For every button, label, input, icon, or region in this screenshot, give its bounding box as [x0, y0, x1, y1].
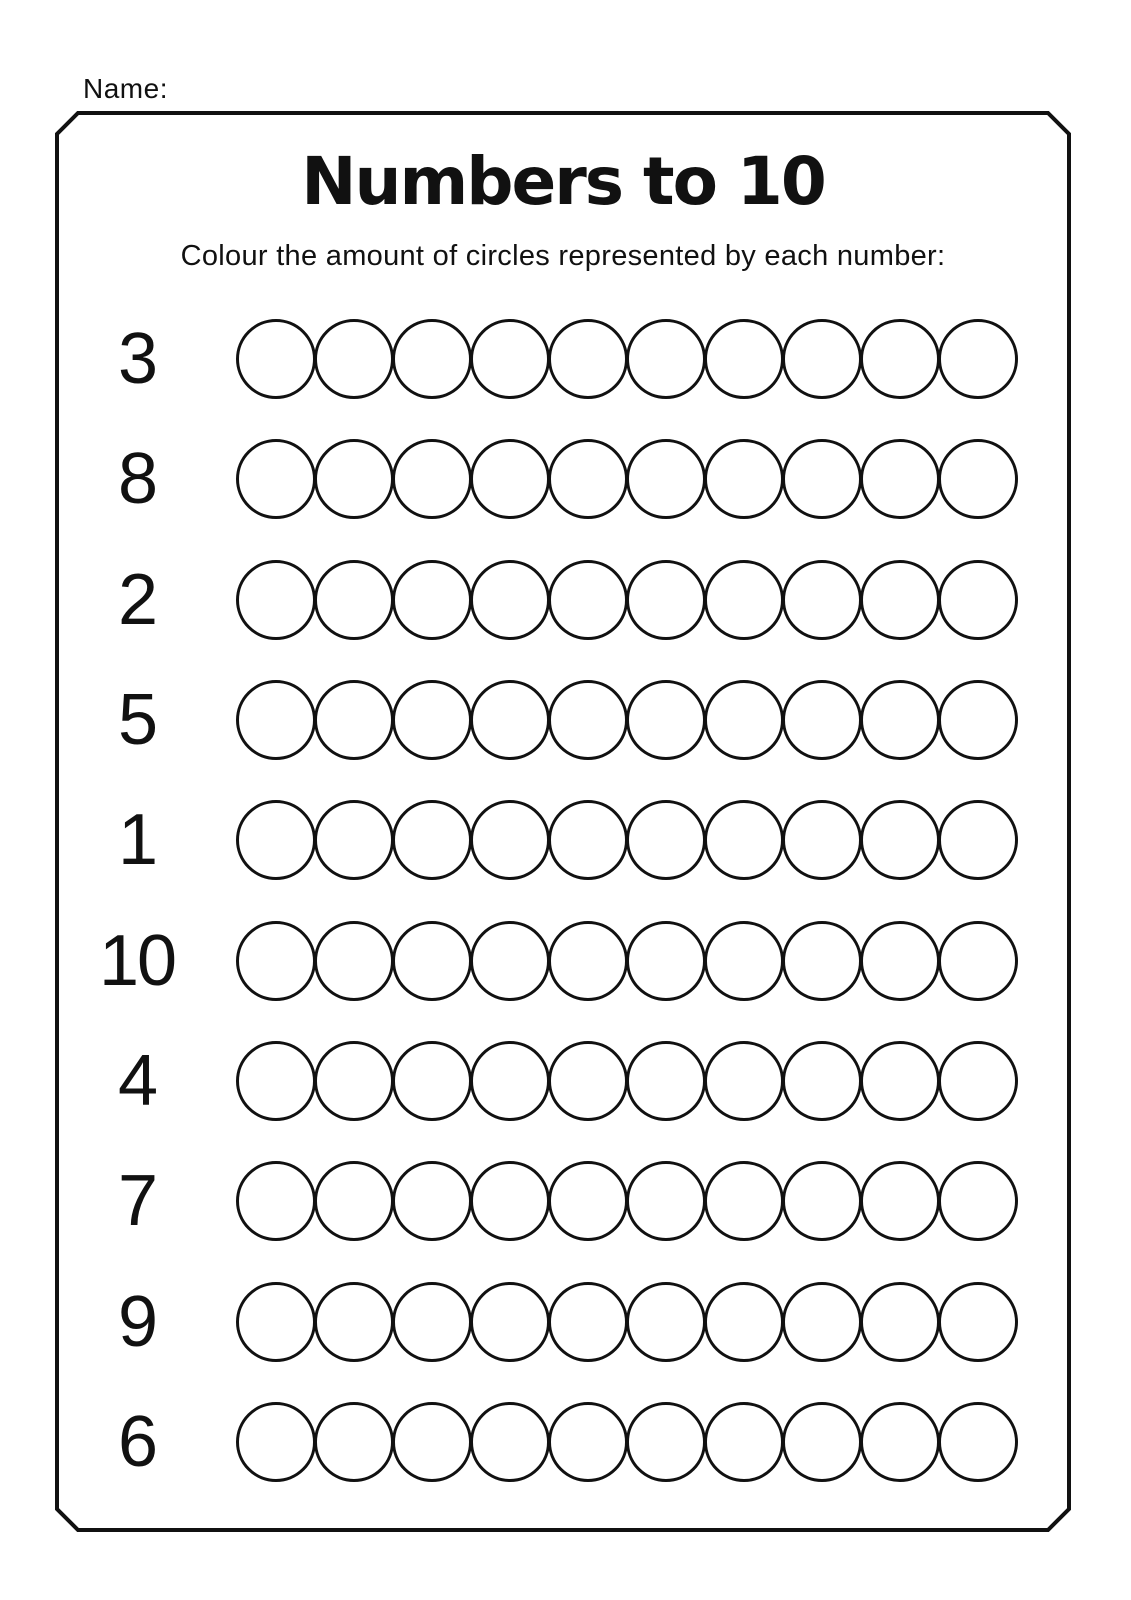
colour-circle[interactable] [470, 319, 550, 399]
name-label: Name: [83, 73, 168, 104]
colour-circle[interactable] [782, 921, 862, 1001]
colour-circle[interactable] [236, 1282, 316, 1362]
colour-circle[interactable] [236, 1402, 316, 1482]
worksheet-row [0, 800, 1131, 880]
colour-circle[interactable] [470, 560, 550, 640]
colour-circle[interactable] [938, 560, 1018, 640]
colour-circle[interactable] [938, 1041, 1018, 1121]
row-number: 6 [117, 1402, 157, 1482]
colour-circle[interactable] [938, 921, 1018, 1001]
colour-circle[interactable] [782, 1161, 862, 1241]
circle-row [236, 800, 1018, 880]
colour-circle[interactable] [392, 1402, 472, 1482]
colour-circle[interactable] [548, 319, 628, 399]
colour-circle[interactable] [314, 680, 394, 760]
colour-circle[interactable] [626, 1161, 706, 1241]
colour-circle[interactable] [938, 680, 1018, 760]
colour-circle[interactable] [548, 1282, 628, 1362]
colour-circle[interactable] [392, 680, 472, 760]
colour-circle[interactable] [704, 439, 784, 519]
colour-circle[interactable] [782, 680, 862, 760]
colour-circle[interactable] [236, 560, 316, 640]
colour-circle[interactable] [704, 1161, 784, 1241]
colour-circle[interactable] [860, 680, 940, 760]
worksheet-row [0, 560, 1131, 640]
colour-circle[interactable] [704, 680, 784, 760]
circle-row [236, 1041, 1018, 1121]
colour-circle[interactable] [938, 1282, 1018, 1362]
colour-circle[interactable] [860, 800, 940, 880]
circle-row [236, 1402, 1018, 1482]
circle-row [236, 921, 1018, 1001]
colour-circle[interactable] [860, 1402, 940, 1482]
circle-row [236, 1161, 1018, 1241]
colour-circle[interactable] [704, 560, 784, 640]
colour-circle[interactable] [470, 1282, 550, 1362]
circle-row [236, 560, 1018, 640]
colour-circle[interactable] [548, 921, 628, 1001]
colour-circle[interactable] [236, 1041, 316, 1121]
colour-circle[interactable] [470, 1041, 550, 1121]
colour-circle[interactable] [626, 1282, 706, 1362]
worksheet-row [0, 319, 1131, 399]
colour-circle[interactable] [548, 560, 628, 640]
circle-row [236, 1282, 1018, 1362]
colour-circle[interactable] [548, 1041, 628, 1121]
colour-circle[interactable] [704, 319, 784, 399]
colour-circle[interactable] [314, 1402, 394, 1482]
colour-circle[interactable] [860, 560, 940, 640]
colour-circle[interactable] [626, 560, 706, 640]
colour-circle[interactable] [938, 800, 1018, 880]
colour-circle[interactable] [626, 1041, 706, 1121]
row-number: 4 [117, 1041, 157, 1121]
row-number: 3 [117, 319, 157, 399]
colour-circle[interactable] [314, 921, 394, 1001]
colour-circle[interactable] [236, 1161, 316, 1241]
colour-circle[interactable] [860, 1041, 940, 1121]
circle-row [236, 680, 1018, 760]
colour-circle[interactable] [860, 921, 940, 1001]
colour-circle[interactable] [236, 680, 316, 760]
colour-circle[interactable] [470, 800, 550, 880]
colour-circle[interactable] [392, 1041, 472, 1121]
colour-circle[interactable] [782, 1402, 862, 1482]
colour-circle[interactable] [470, 1402, 550, 1482]
colour-circle[interactable] [626, 680, 706, 760]
colour-circle[interactable] [470, 680, 550, 760]
colour-circle[interactable] [782, 319, 862, 399]
colour-circle[interactable] [938, 439, 1018, 519]
colour-circle[interactable] [392, 319, 472, 399]
colour-circle[interactable] [236, 439, 316, 519]
colour-circle[interactable] [704, 1402, 784, 1482]
colour-circle[interactable] [860, 439, 940, 519]
worksheet-row [0, 1282, 1131, 1362]
colour-circle[interactable] [782, 560, 862, 640]
colour-circle[interactable] [860, 319, 940, 399]
row-number: 9 [117, 1282, 157, 1362]
colour-circle[interactable] [626, 921, 706, 1001]
colour-circle[interactable] [314, 1282, 394, 1362]
colour-circle[interactable] [314, 1161, 394, 1241]
circle-row [236, 319, 1018, 399]
row-number: 1 [117, 800, 157, 880]
colour-circle[interactable] [470, 439, 550, 519]
colour-circle[interactable] [392, 560, 472, 640]
colour-circle[interactable] [938, 319, 1018, 399]
colour-circle[interactable] [236, 921, 316, 1001]
colour-circle[interactable] [860, 1161, 940, 1241]
colour-circle[interactable] [626, 319, 706, 399]
colour-circle[interactable] [236, 800, 316, 880]
row-number: 5 [117, 680, 157, 760]
row-number: 2 [117, 560, 157, 640]
colour-circle[interactable] [392, 1161, 472, 1241]
colour-circle[interactable] [314, 1041, 394, 1121]
colour-circle[interactable] [704, 921, 784, 1001]
colour-circle[interactable] [314, 800, 394, 880]
row-number: 10 [98, 921, 176, 1001]
colour-circle[interactable] [782, 439, 862, 519]
colour-circle[interactable] [938, 1161, 1018, 1241]
colour-circle[interactable] [314, 439, 394, 519]
colour-circle[interactable] [314, 560, 394, 640]
worksheet-row [0, 1161, 1131, 1241]
colour-circle[interactable] [626, 439, 706, 519]
worksheet-row [0, 439, 1131, 519]
colour-circle[interactable] [704, 800, 784, 880]
colour-circle[interactable] [782, 1041, 862, 1121]
colour-circle[interactable] [392, 800, 472, 880]
colour-circle[interactable] [470, 921, 550, 1001]
row-number: 7 [117, 1161, 157, 1241]
colour-circle[interactable] [704, 1041, 784, 1121]
circle-row [236, 439, 1018, 519]
colour-circle[interactable] [626, 800, 706, 880]
colour-circle[interactable] [392, 921, 472, 1001]
colour-circle[interactable] [236, 319, 316, 399]
colour-circle[interactable] [548, 800, 628, 880]
colour-circle[interactable] [548, 680, 628, 760]
worksheet-row [0, 921, 1131, 1001]
colour-circle[interactable] [626, 1402, 706, 1482]
colour-circle[interactable] [392, 1282, 472, 1362]
colour-circle[interactable] [782, 800, 862, 880]
colour-circle[interactable] [860, 1282, 940, 1362]
colour-circle[interactable] [548, 439, 628, 519]
worksheet-instructions: Colour the amount of circles represented by each number: [180, 240, 946, 272]
colour-circle[interactable] [470, 1161, 550, 1241]
worksheet-row [0, 1402, 1131, 1482]
worksheet-row [0, 680, 1131, 760]
colour-circle[interactable] [548, 1161, 628, 1241]
colour-circle[interactable] [314, 319, 394, 399]
row-number: 8 [117, 439, 157, 519]
worksheet-title: Numbers to 10 [301, 143, 825, 220]
worksheet-row [0, 1041, 1131, 1121]
colour-circle[interactable] [392, 439, 472, 519]
colour-circle[interactable] [938, 1402, 1018, 1482]
colour-circle[interactable] [782, 1282, 862, 1362]
colour-circle[interactable] [704, 1282, 784, 1362]
colour-circle[interactable] [548, 1402, 628, 1482]
